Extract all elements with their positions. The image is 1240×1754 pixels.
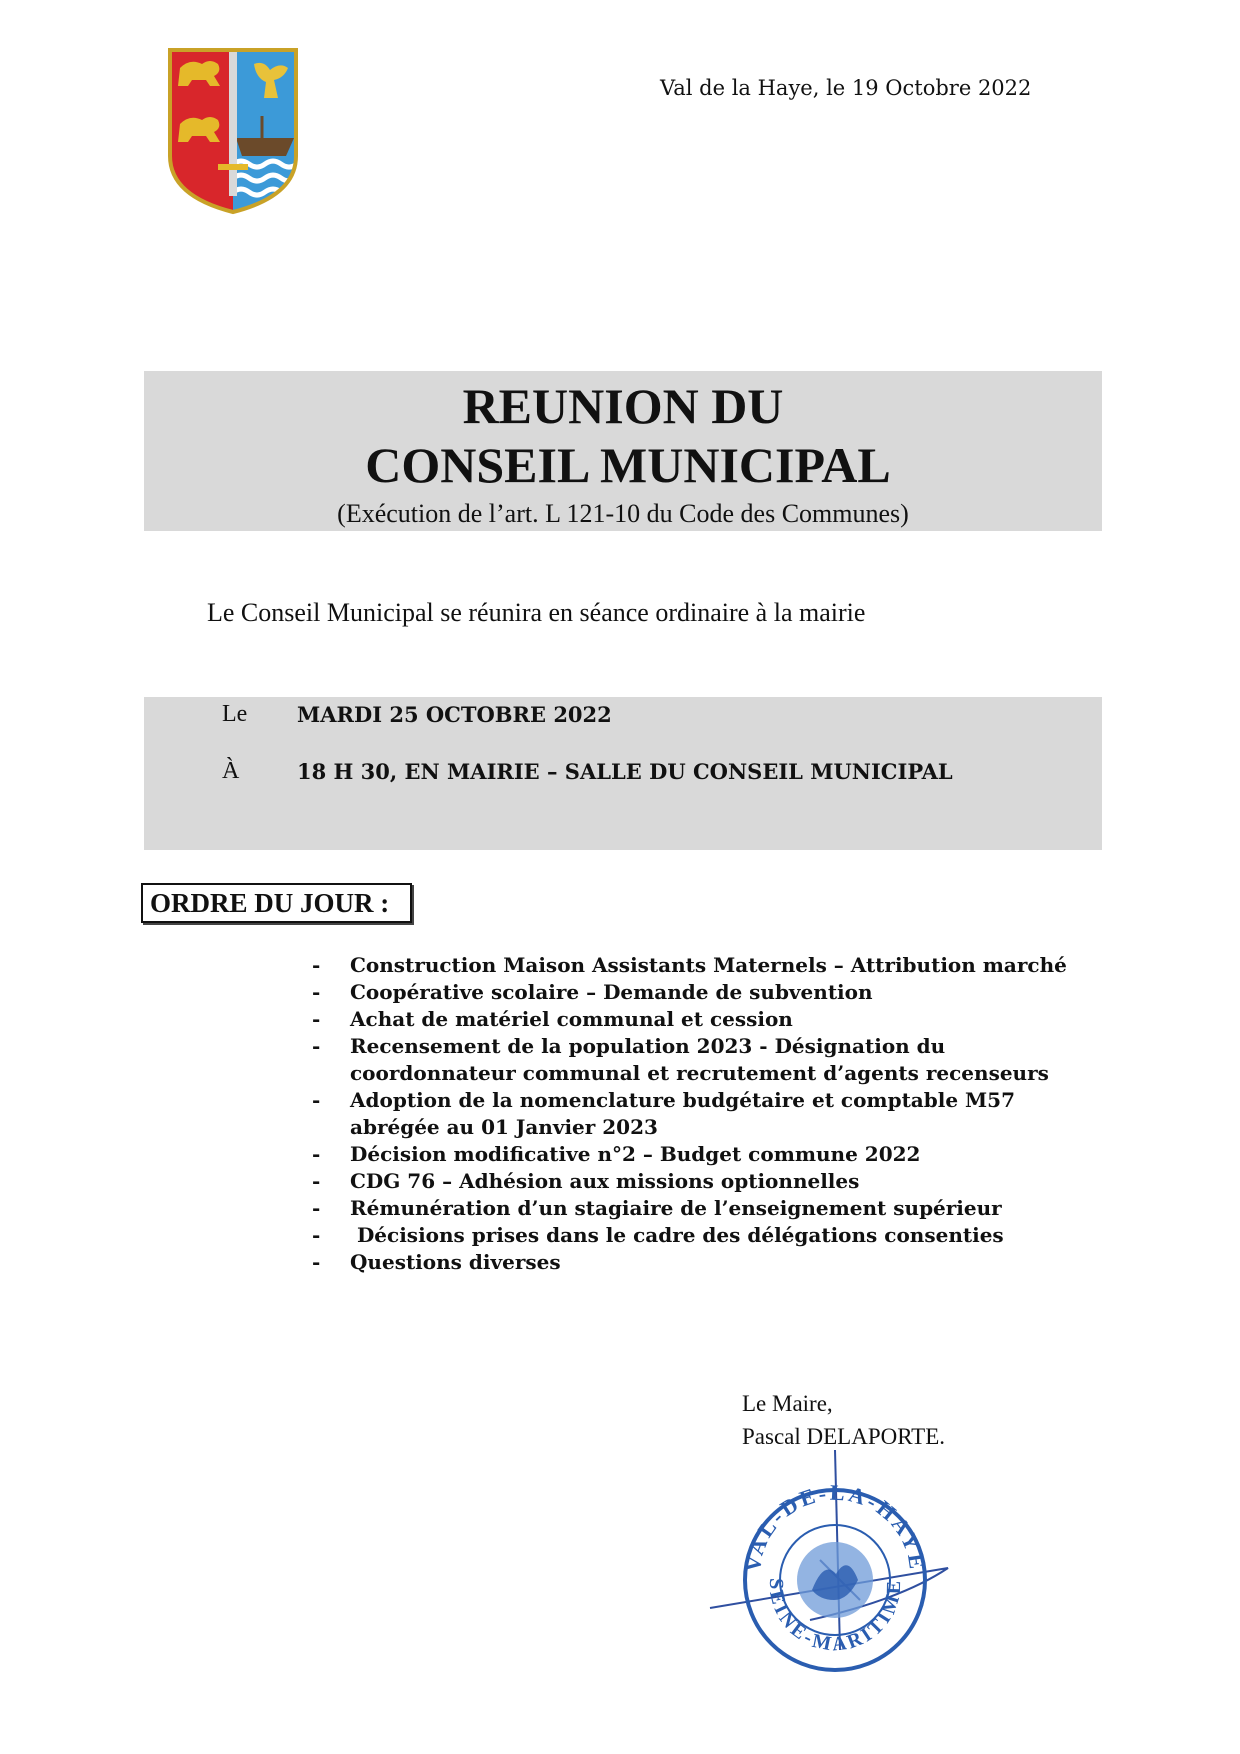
meeting-details-box — [144, 697, 1102, 850]
agenda-item — [308, 952, 1108, 979]
bullet-dash: - — [312, 1250, 321, 1274]
agenda-item-text: Construction Maison Assistants Maternels – Attribution marché — [350, 953, 1067, 977]
official-stamp-and-signature — [700, 1450, 960, 1680]
signatory-name: Pascal DELAPORTE. — [742, 1424, 946, 1449]
bullet-dash: - — [312, 1142, 321, 1166]
bullet-dash: - — [312, 1034, 321, 1058]
bullet-dash: - — [312, 1007, 321, 1031]
stamp-text-top: VAL-DE-LA-HAYE — [739, 1479, 931, 1574]
date-label: Le — [222, 701, 248, 727]
meeting-date: MARDI 25 OCTOBRE 2022 — [297, 702, 612, 727]
agenda-list — [308, 952, 1108, 1276]
intro-text: Le Conseil Municipal se réunira en séance ordinaire à la mairie — [207, 598, 866, 627]
agenda-heading: ORDRE DU JOUR : — [141, 883, 412, 923]
agenda-item — [308, 979, 1108, 1006]
meeting-time-place: 18 H 30, EN MAIRIE – SALLE DU CONSEIL MUNICIPAL — [297, 759, 953, 784]
bullet-dash: - — [312, 980, 321, 1004]
title-banner — [144, 371, 1102, 531]
coat-of-arms-logo — [166, 46, 300, 216]
legal-reference: (Exécution de l’art. L 121-10 du Code des Communes) — [337, 499, 909, 528]
agenda-item-text: Décision modificative n°2 – Budget commune 2022 — [350, 1142, 921, 1166]
agenda-item-text: Rémunération d’un stagiaire de l’enseignement supérieur — [350, 1196, 1002, 1220]
agenda-item — [308, 1195, 1108, 1222]
agenda-item-text: Achat de matériel communal et cession — [350, 1007, 793, 1031]
agenda-item — [308, 1222, 1108, 1249]
agenda-item-text: Décisions prises dans le cadre des délégations consenties — [350, 1223, 1004, 1247]
stamp-text-bottom: SEINE-MARITIME — [764, 1577, 906, 1656]
agenda-item-text: CDG 76 – Adhésion aux missions optionnelles — [350, 1169, 860, 1193]
signatory-title: Le Maire, — [742, 1391, 833, 1416]
agenda-item — [308, 1006, 1108, 1033]
bullet-dash: - — [312, 1088, 321, 1112]
agenda-item — [308, 1249, 1108, 1276]
bullet-dash: - — [312, 953, 321, 977]
agenda-item — [308, 1033, 1108, 1087]
document-title-line-2: CONSEIL MUNICIPAL — [365, 437, 891, 493]
agenda-item — [308, 1141, 1108, 1168]
agenda-item-text: Adoption de la nomenclature budgétaire et comptable M57 abrégée au 01 Janvier 2023 — [350, 1088, 1016, 1139]
agenda-item — [308, 1087, 1108, 1141]
bullet-dash: - — [312, 1196, 321, 1220]
time-place-label: À — [222, 758, 240, 784]
agenda-item-text: Coopérative scolaire – Demande de subvention — [350, 980, 873, 1004]
bullet-dash: - — [312, 1169, 321, 1193]
document-title-line-1: REUNION DU — [462, 378, 784, 434]
bullet-dash: - — [312, 1223, 321, 1247]
agenda-item — [308, 1168, 1108, 1195]
agenda-item-text: Questions diverses — [350, 1250, 561, 1274]
place-and-date: Val de la Haye, le 19 Octobre 2022 — [660, 76, 1032, 100]
agenda-item-text: Recensement de la population 2023 - Désignation du coordonnateur communal et recrutement d’agents recenseurs — [350, 1034, 1049, 1085]
